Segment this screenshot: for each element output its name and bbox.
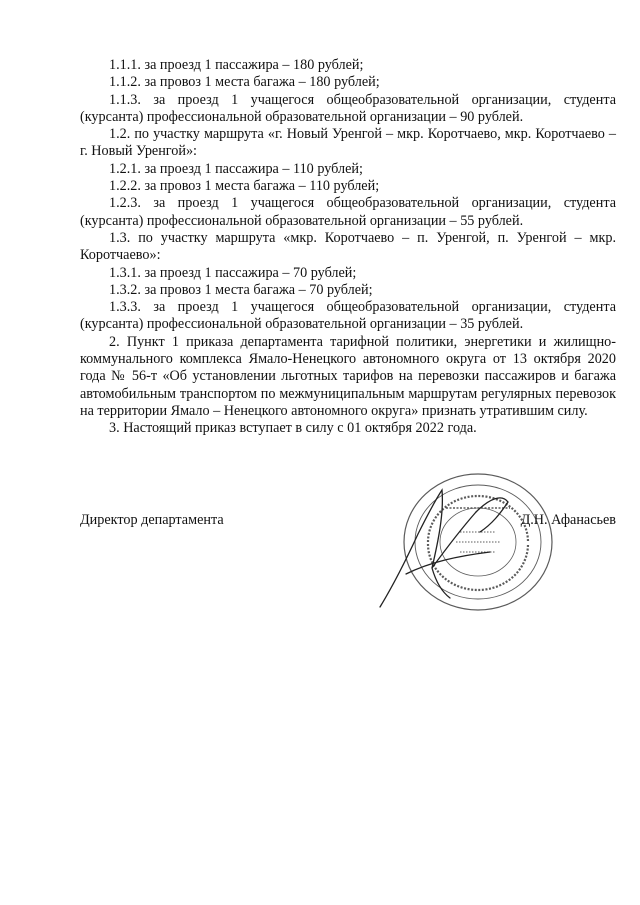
paragraph-1-2-3: 1.2.3. за проезд 1 учащегося общеобразовательной организации, студента (курсанта) профессиональной образовательной организации – 55 рублей. — [80, 195, 616, 229]
paragraph-1-3-3: 1.3.3. за проезд 1 учащегося общеобразовательной организации, студента (курсанта) профессиональной образовательной организации – 35 рублей. — [80, 299, 616, 333]
signatory-position: Директор департамента — [80, 512, 224, 528]
paragraph-1-3-2: 1.3.2. за провоз 1 места багажа – 70 рублей; — [109, 281, 373, 298]
paragraph-1-3: 1.3. по участку маршрута «мкр. Коротчаево – п. Уренгой, п. Уренгой – мкр. Коротчаево»: — [80, 229, 616, 264]
document-body — [80, 57, 616, 438]
paragraph-1-1-3: 1.1.3. за проезд 1 учащегося общеобразовательной организации, студента (курсанта) профессиональной образовательной организации – 90 рублей. — [80, 91, 616, 125]
paragraph-1-1-2: 1.1.2. за провоз 1 места багажа – 180 рублей; — [109, 74, 380, 91]
paragraph-1-2-2: 1.2.2. за провоз 1 места багажа – 110 рублей; — [109, 178, 380, 195]
paragraph-1-3-1: 1.3.1. за проезд 1 пассажира – 70 рублей; — [109, 264, 357, 281]
paragraph-1-2: 1.2. по участку маршрута «г. Новый Уренгой – мкр. Коротчаево, мкр. Коротчаево – г. Новый Уренгой»: — [80, 126, 616, 160]
signatory-name: Д.Н. Афанасьев — [520, 512, 616, 528]
seal-stamp — [404, 474, 552, 610]
paragraph-3: 3. Настоящий приказ вступает в силу с 01 октября 2022 года. — [109, 420, 477, 437]
paragraph-2: 2. Пункт 1 приказа департамента тарифной политики, энергетики и жилищно-коммунального комплекса Ямало-Ненецкого автономного округа от 13 октября 2020 года № 56-т «Об установлении льготных тарифов на перевозки пассажиров и багажа автомобильным транспортом по межмуниципальным маршрутам регулярных перевозок на территории Ямало – Ненецкого автономного округа» признать утратившим силу. — [80, 333, 616, 419]
official-seal-with-signature — [366, 472, 606, 632]
paragraph-1-1-1: 1.1.1. за проезд 1 пассажира – 180 рублей; — [109, 57, 364, 73]
paragraph-1-2-1: 1.2.1. за проезд 1 пассажира – 110 рублей; — [109, 160, 363, 177]
